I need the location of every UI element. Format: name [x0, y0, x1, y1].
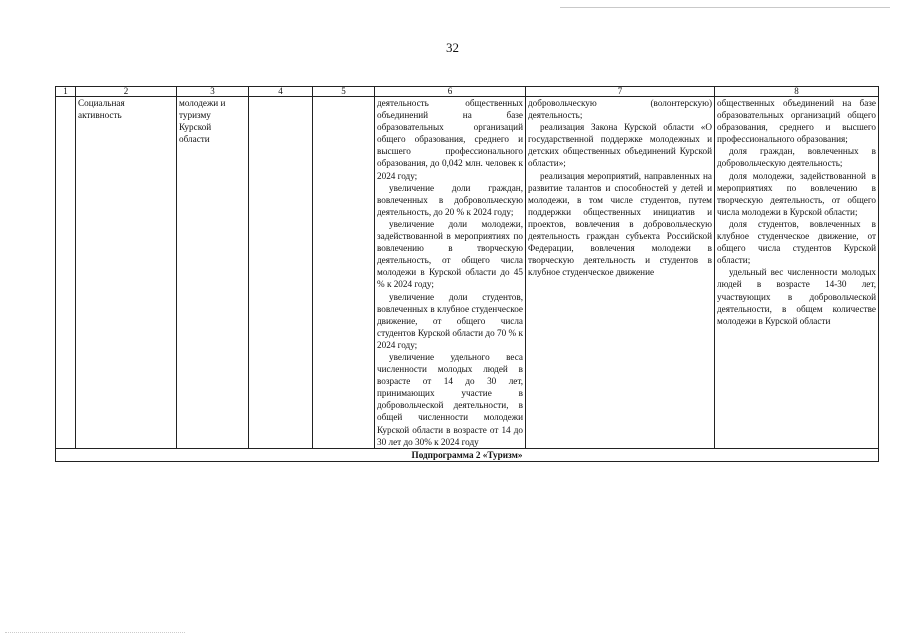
result-paragraph: увеличение доли молодежи, задействованной в мероприятиях по вовлечению в творческую деятельность, от общего числа молодежи в Курской области до 45 % к 2024 году; [377, 218, 523, 290]
measure-paragraph: реализация мероприятий, направленных на развитие талантов и способностей у детей и молодежи, в том числе студентов, путем поддержки общественных инициатив и проектов, вовлечения в добровольческую деятельность граждан субъекта Российской Федерации, вовлечения молодежи в творческую деятельность и студентов в клубное студенческое движение [528, 170, 712, 278]
cell-col8-indicators [715, 97, 879, 449]
indicator-paragraph: доля студентов, вовлеченных в клубное студенческое движение, от общего числа студентов Курской области; [717, 218, 876, 266]
executor-line: молодежи и [179, 98, 226, 108]
page-number: 32 [446, 40, 459, 55]
column-number: 5 [313, 87, 375, 97]
column-number: 3 [177, 87, 249, 97]
cell-col1 [56, 97, 76, 449]
indicator-paragraph: общественных объединений на базе образовательных организаций общего образования, среднего и высшего профессионального образования; [717, 98, 876, 145]
measure-paragraph: реализация Закона Курской области «О государственной поддержке молодежных и детских общественных объединений Курской области»; [528, 122, 712, 169]
project-name-line: активность [78, 110, 122, 121]
executor-line: туризму [179, 110, 211, 121]
project-name-line: Социальная [78, 98, 125, 108]
column-number: 6 [375, 87, 526, 97]
indicator-paragraph: доля граждан, вовлеченных в добровольческую деятельность; [717, 146, 876, 169]
result-paragraph: увеличение удельного веса численности молодых людей в возрасте от 14 до 30 лет, принимающих участие в добровольческой деятельности, в общей численности молодежи Курской области в возрасте от 14 до 30 лет до 30% к 2024 году [377, 351, 523, 447]
indicator-paragraph: удельный вес численности молодых людей в возрасте 14-30 лет, участвующих в добровольческой деятельности, в общем количестве молодежи в Курской области [717, 267, 876, 326]
table-row [56, 97, 879, 449]
result-paragraph: увеличение доли граждан, вовлеченных в добровольческую деятельность, до 20 % к 2024 году; [377, 182, 523, 217]
cell-col7-measures [526, 97, 715, 449]
cell-col6-results [375, 97, 526, 449]
indicator-paragraph: доля молодежи, задействованной в мероприятиях по вовлечению в творческую деятельность, от общего числа молодежи в Курской области; [717, 170, 876, 217]
subprogram-row [56, 448, 879, 461]
program-table [55, 86, 879, 462]
executor-line: области [179, 134, 210, 145]
cell-col4 [249, 97, 313, 449]
column-number-row [56, 87, 879, 97]
column-number: 2 [76, 87, 177, 97]
subprogram-title: Подпрограмма 2 «Туризм» [56, 448, 879, 461]
column-number: 4 [249, 87, 313, 97]
cell-col2 [76, 97, 177, 449]
scan-artifact [5, 632, 185, 633]
cell-col5 [313, 97, 375, 449]
result-paragraph: увеличение доли студентов, вовлеченных в клубное студенческое движение, от общего числа студентов Курской области до 70 % к 2024 году; [377, 291, 523, 350]
measure-paragraph: добровольческую (волонтерскую) деятельность; [528, 98, 712, 121]
cell-col3 [177, 97, 249, 449]
column-number: 8 [715, 87, 879, 97]
column-number: 1 [56, 87, 76, 97]
result-paragraph: деятельность общественных объединений на базе образовательных организаций общего образования, среднего и высшего профессионального образования, до 0,042 млн. человек к 2024 году; [377, 98, 523, 181]
top-rule [560, 7, 890, 8]
executor-line: Курской [179, 122, 212, 133]
column-number: 7 [526, 87, 715, 97]
